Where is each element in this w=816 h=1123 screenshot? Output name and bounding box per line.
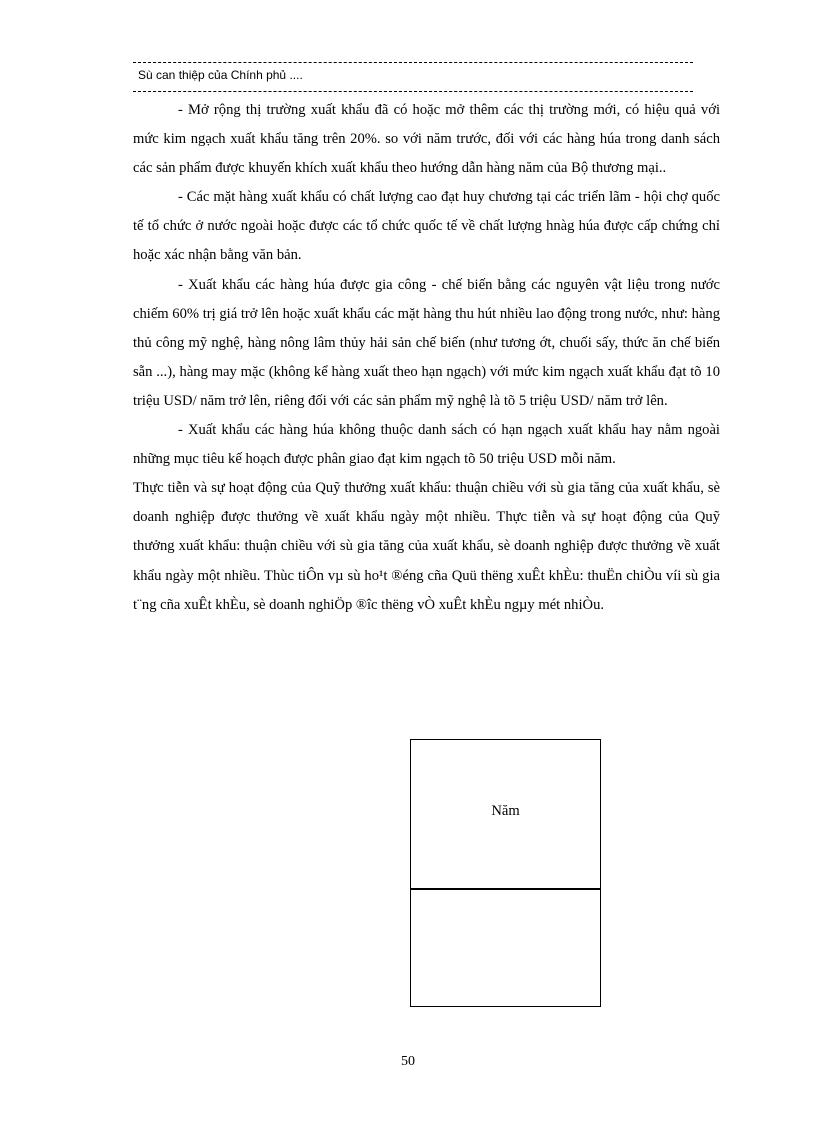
- body-text: [133, 96, 720, 620]
- paragraph-quality-goods: - Các mặt hàng xuất khẩu có chất lượng cao đạt huy chương tại các triển lãm - hội chợ quốc tế tổ chức ở nước ngoài hoặc được các tổ chức quốc tế về chất lượng hnàg húa được cấp chứng chỉ hoặc xác nhận bằng văn bản.: [133, 189, 720, 264]
- table-cell-empty: [410, 888, 601, 1007]
- table-cell-year: [410, 739, 601, 890]
- running-header: Sù can thiệp của Chính phủ ....: [138, 68, 303, 82]
- paragraph-export-markets: - Mở rộng thị trường xuất khẩu đã có hoặc mở thêm các thị trường mới, có hiệu quả với mức kim ngạch xuất khẩu tăng trên 20%. so với năm trước, đối với các hàng húa trong danh sách các sản phẩm được khuyến khích xuất khẩu theo hướng dẫn hàng năm của Bộ thương mại..: [133, 102, 720, 177]
- paragraph-processed-goods: - Xuất khẩu các hàng húa được gia công - chế biến bằng các nguyên vật liệu trong nước chiếm 60% trị giá trở lên hoặc xuất khẩu các mặt hàng thu hút nhiều lao động trong nước, như: hàng thủ công mỹ nghệ, hàng nông lâm thủy hải sản chế biến (như tương ớt, chuối sấy, thức ăn chế biến sẵn ...), hàng may mặc (không kể hàng xuất theo hạn ngạch) với mức kim ngạch xuất khẩu đạt tõ 10 triệu USD/ năm trở lên, riêng đối với các sản phẩm mỹ nghệ là tõ 5 triệu USD/ năm trở lên.: [133, 276, 720, 409]
- paragraph-export-reward-fund: Thực tiễn và sự hoạt động của Quỹ thưởng xuất khẩu: thuận chiều với sù gia tăng của xuất khẩu, sè doanh nghiệp được thưởng về xuất khẩu ngày một nhiều. Thực tiễn và sự hoạt động của Quỹ thưởng xuất khẩu: thuận chiều với sù gia tăng của xuất khẩu, sè doanh nghiệp được thưởng về xuất khẩu ngày một nhiều. Thùc tiÔn vµ sù ho¹t ®éng cña Quü thëng xuÊt khÈu: thuËn chiÒu víi sù gia t¨ng cña xuÊt khÈu, sè doanh nghiÖp ®îc thëng vÒ xuÊt khÈu ngµy mét nhiÒu.: [133, 480, 720, 613]
- header-top-rule: [133, 62, 693, 63]
- year-label: Năm: [491, 803, 520, 819]
- page-number: 50: [401, 1054, 415, 1069]
- header-bottom-rule: [133, 91, 693, 92]
- paragraph-non-quota-goods: - Xuất khẩu các hàng húa không thuộc danh sách có hạn ngạch xuất khẩu hay nằm ngoài những mục tiêu kế hoạch được phân giao đạt kim ngạch tõ 50 triệu USD mỗi năm.: [133, 422, 720, 468]
